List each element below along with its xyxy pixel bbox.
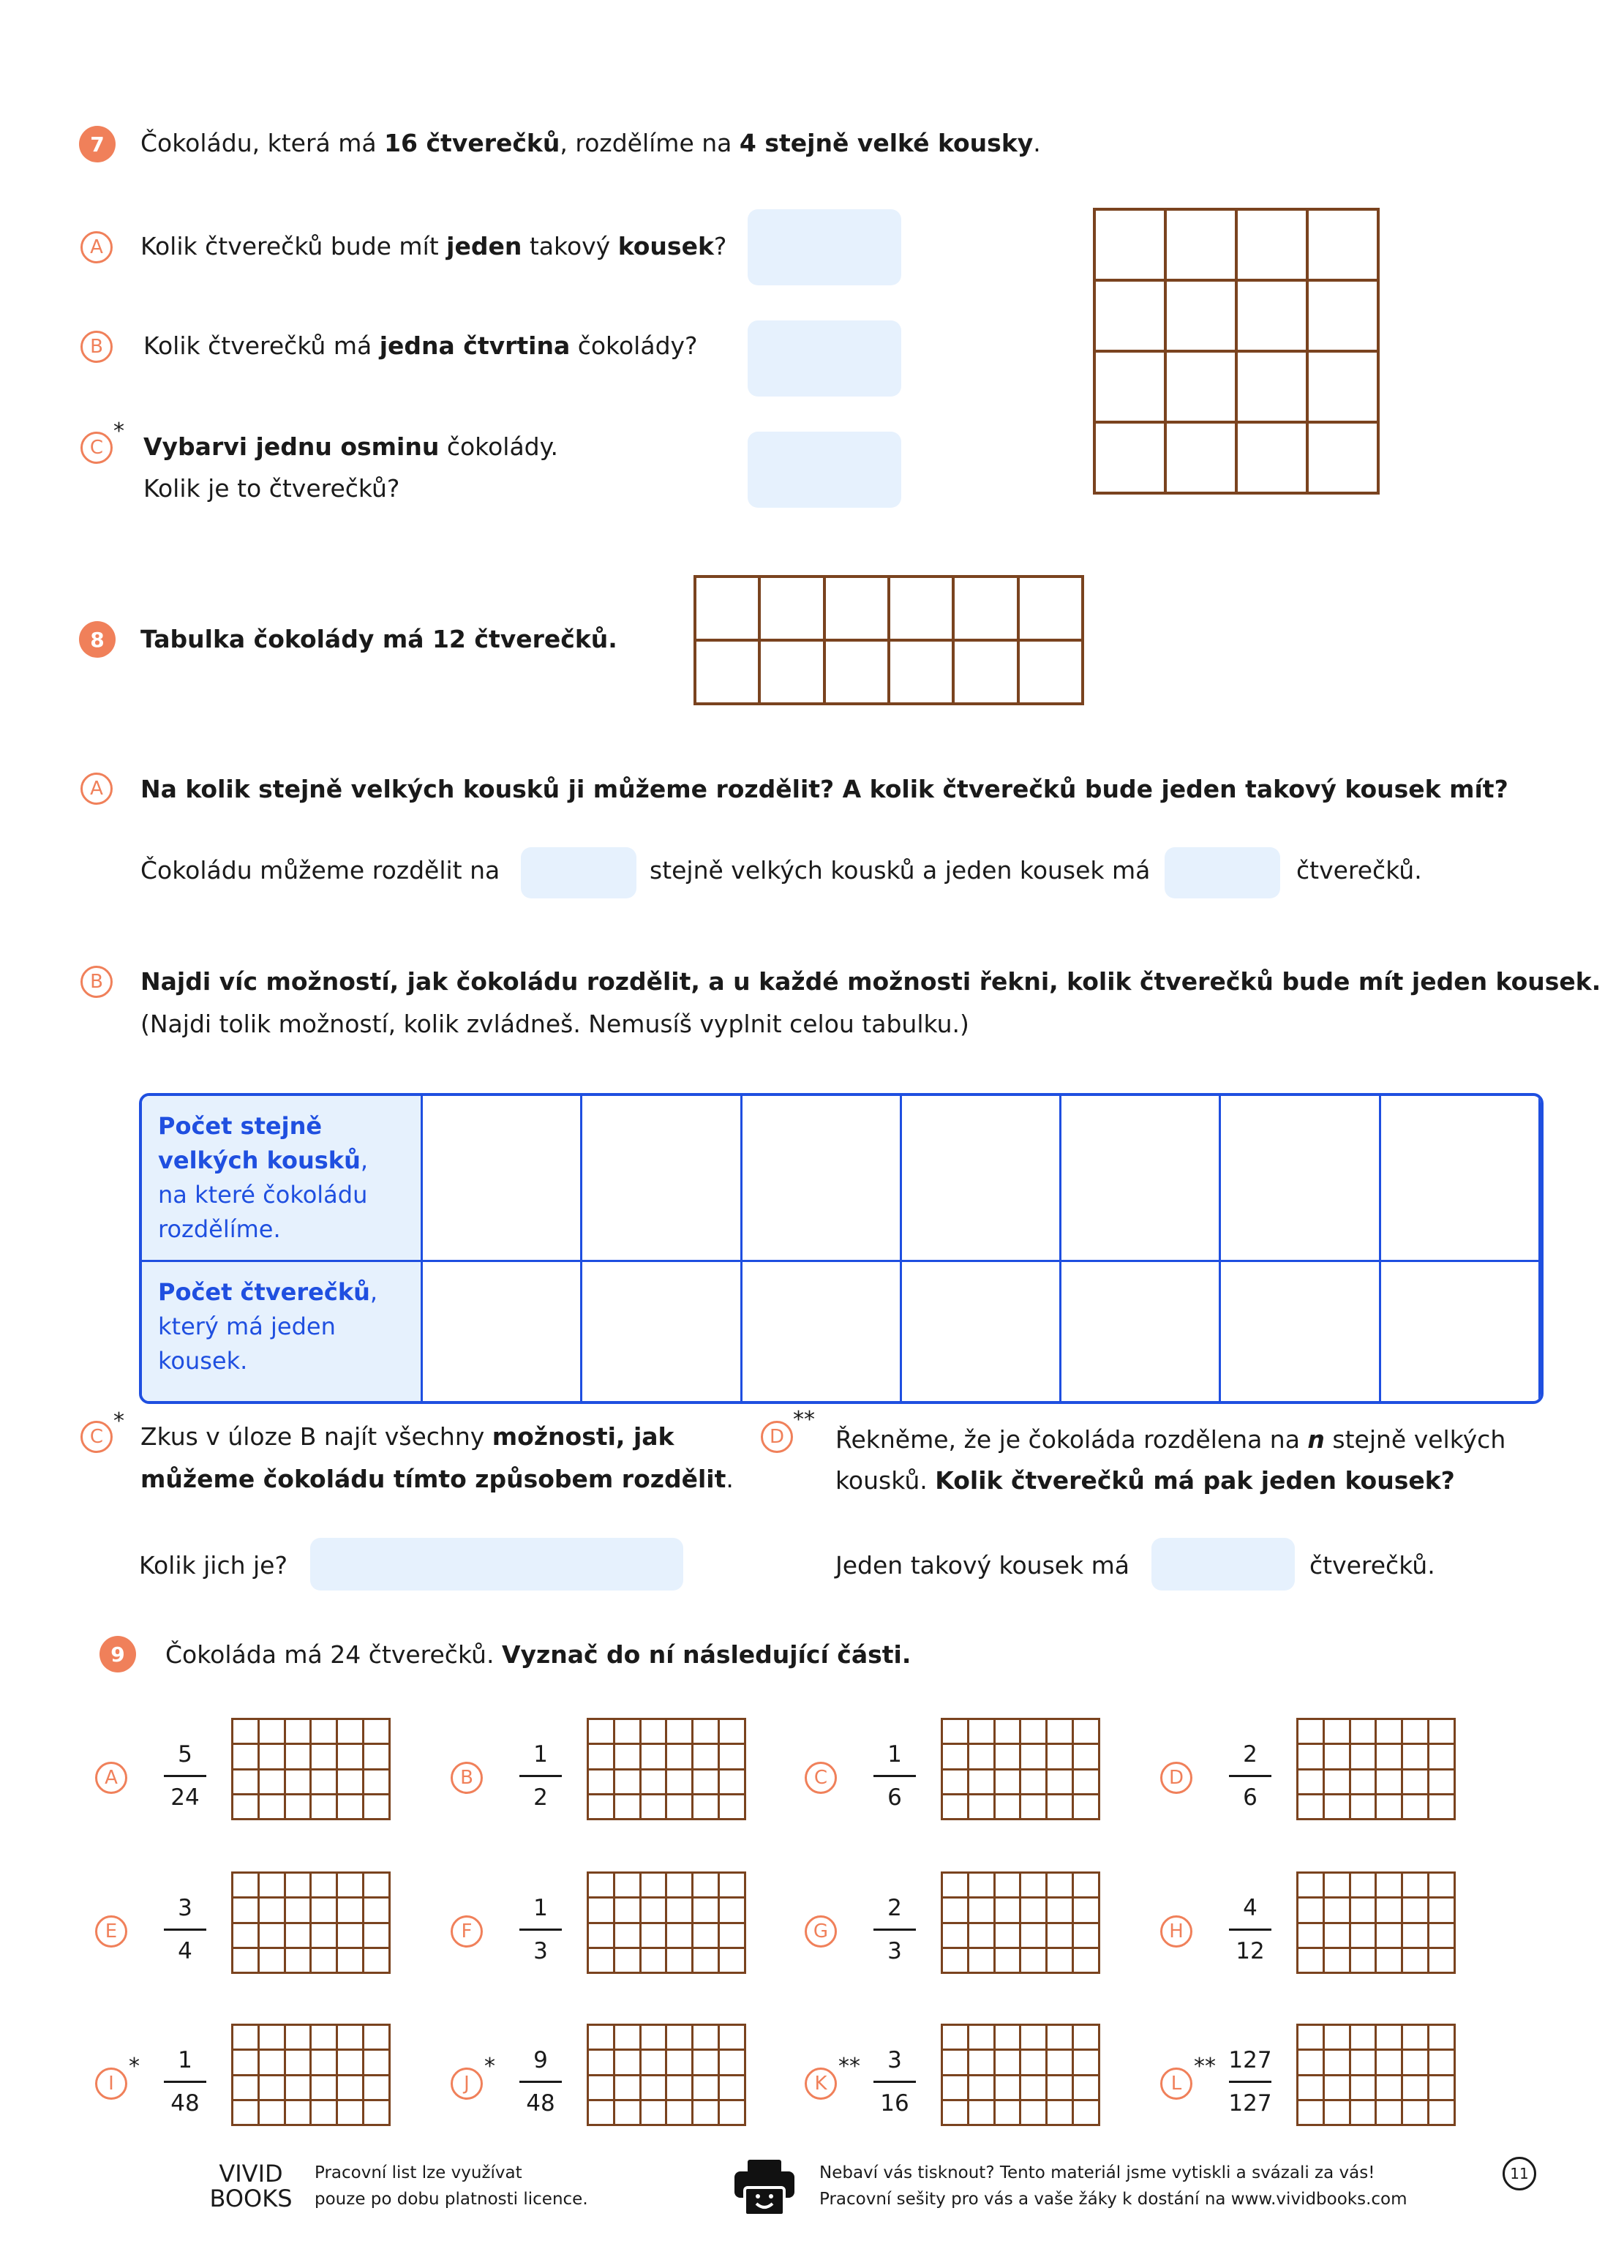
task8d-sentence-1: Jeden takový kousek má <box>835 1551 1130 1580</box>
task9-title: Čokoláda má 24 čtverečků. Vyznač do ní následující části. <box>165 1640 911 1669</box>
table-cell[interactable] <box>423 1096 582 1262</box>
subtask-letter: D <box>1160 1762 1192 1794</box>
fraction-numerator: 5 <box>178 1741 192 1768</box>
table-cell[interactable] <box>582 1262 742 1401</box>
subtask-letter: E <box>95 1915 127 1948</box>
subtask-letter: G <box>805 1915 837 1948</box>
fraction-bar <box>873 2081 916 2083</box>
table-cell[interactable] <box>1381 1262 1541 1401</box>
task8c-text-line2: můžeme čokoládu tímto způsobem rozdělit. <box>140 1465 734 1493</box>
subtask-letter: C <box>805 1762 837 1794</box>
difficulty-star: * <box>113 418 124 444</box>
fraction <box>159 1893 211 1966</box>
promo-line-2: Pracovní sešity pro vás a vaše žáky k dostání na www.vividbooks.com <box>819 2190 1407 2209</box>
division-table <box>139 1093 1544 1404</box>
fraction-numerator: 1 <box>887 1741 902 1768</box>
chocolate-grid-24[interactable] <box>231 1871 391 1974</box>
chocolate-grid-24[interactable] <box>941 1718 1100 1820</box>
task8d-text-line1: Řekněme, že je čokoláda rozdělena na n stejně velkých <box>835 1425 1506 1454</box>
table-cell[interactable] <box>582 1096 742 1262</box>
fraction-denominator: 16 <box>880 2090 909 2117</box>
difficulty-star: ** <box>793 1407 815 1432</box>
fraction-bar <box>519 1929 562 1931</box>
fraction-denominator: 24 <box>170 1784 200 1811</box>
table-cell[interactable] <box>1381 1096 1541 1262</box>
fraction-denominator: 2 <box>533 1784 548 1811</box>
fraction-bar <box>164 2081 206 2083</box>
fraction-numerator: 1 <box>533 1895 548 1921</box>
task8c-text-line1: Zkus v úloze B najít všechny možnosti, jak <box>140 1422 674 1451</box>
task8b-question: Najdi víc možností, jak čokoládu rozdělit, a u každé možnosti řekni, kolik čtverečků bude mít jeden kousek. <box>140 967 1601 996</box>
chocolate-grid-24[interactable] <box>941 1871 1100 1974</box>
fraction-denominator: 3 <box>887 1938 902 1964</box>
fraction <box>515 1740 566 1812</box>
task8b-note: (Najdi tolik možností, kolik zvládneš. Nemusíš vyplnit celou tabulku.) <box>140 1010 969 1038</box>
chocolate-grid-24[interactable] <box>587 2024 746 2126</box>
chocolate-grid-24[interactable] <box>231 1718 391 1820</box>
fraction-numerator: 2 <box>1243 1741 1258 1768</box>
subtask-letter: B <box>80 966 113 998</box>
table-cell[interactable] <box>423 1262 582 1401</box>
table-row-header: Počet stejně velkých kousků, na které čokoládu rozdělíme. <box>142 1096 423 1262</box>
fraction-bar <box>873 1929 916 1931</box>
task8a-sentence-2: stejně velkých kousků a jeden kousek má <box>650 856 1151 885</box>
fraction-bar <box>164 1929 206 1931</box>
table-cell[interactable] <box>1221 1262 1380 1401</box>
task7-intro: Čokoládu, která má 16 čtverečků, rozdělíme na 4 stejně velké kousky. <box>140 129 1041 157</box>
difficulty-star: * <box>129 2054 140 2079</box>
task-number-badge: 8 <box>79 621 116 658</box>
subtask-letter: H <box>1160 1915 1192 1948</box>
subtask-letter: A <box>95 1762 127 1794</box>
chocolate-grid-24[interactable] <box>1296 2024 1456 2126</box>
fraction <box>515 1893 566 1966</box>
subtask-letter: B <box>80 331 113 363</box>
fraction-denominator: 48 <box>170 2090 200 2117</box>
table-cell[interactable] <box>743 1262 902 1401</box>
fraction <box>1225 1893 1276 1966</box>
subtask-letter: C <box>80 1421 113 1453</box>
fraction <box>159 2046 211 2118</box>
task7c-question-line2: Kolik je to čtverečků? <box>143 474 400 503</box>
subtask-letter: L <box>1160 2068 1192 2100</box>
task8-title: Tabulka čokolády má 12 čtverečků. <box>140 625 617 653</box>
chocolate-grid-24[interactable] <box>1296 1718 1456 1820</box>
fraction-numerator: 1 <box>533 1741 548 1768</box>
chocolate-grid-12[interactable] <box>693 575 1084 705</box>
chocolate-grid-24[interactable] <box>1296 1871 1456 1974</box>
answer-box[interactable] <box>748 209 901 285</box>
fraction-bar <box>519 1775 562 1777</box>
difficulty-star: ** <box>838 2054 860 2079</box>
table-cell[interactable] <box>902 1262 1061 1401</box>
table-cell[interactable] <box>1221 1096 1380 1262</box>
task7b-question: Kolik čtverečků má jedna čtvrtina čokolády? <box>143 331 698 360</box>
fraction-numerator: 9 <box>533 2047 548 2073</box>
fraction-numerator: 1 <box>178 2047 192 2073</box>
fraction-numerator: 3 <box>887 2047 902 2073</box>
answer-box[interactable] <box>1165 847 1280 898</box>
answer-box[interactable] <box>521 847 636 898</box>
fraction-numerator: 2 <box>887 1895 902 1921</box>
task8a-sentence-1: Čokoládu můžeme rozdělit na <box>140 856 500 885</box>
task8a-question: Na kolik stejně velkých kousků ji můžeme rozdělit? A kolik čtverečků bude jeden takový kousek mít? <box>140 775 1508 803</box>
fraction-bar <box>164 1775 206 1777</box>
task7c-question: Vybarvi jednu osminu čokolády. <box>143 432 558 461</box>
chocolate-grid-24[interactable] <box>231 2024 391 2126</box>
subtask-letter: J <box>451 2068 483 2100</box>
fraction-bar <box>1229 1929 1271 1931</box>
chocolate-grid-24[interactable] <box>941 2024 1100 2126</box>
chocolate-grid-24[interactable] <box>587 1718 746 1820</box>
answer-box[interactable] <box>1151 1538 1295 1591</box>
answer-box[interactable] <box>310 1538 683 1591</box>
fraction <box>515 2046 566 2118</box>
vividbooks-logo <box>203 2161 298 2211</box>
table-row-header: Počet čtverečků, který má jeden kousek. <box>142 1262 423 1401</box>
task8d-sentence-2: čtverečků. <box>1309 1551 1435 1580</box>
fraction-denominator: 3 <box>533 1938 548 1964</box>
promo-line-1: Nebaví vás tisknout? Tento materiál jsme vytiskli a svázali za vás! <box>819 2163 1375 2182</box>
fraction-bar <box>1229 1775 1271 1777</box>
subtask-letter: F <box>451 1915 483 1948</box>
fraction-numerator: 127 <box>1228 2047 1272 2073</box>
fraction-bar <box>873 1775 916 1777</box>
subtask-letter: A <box>80 773 113 805</box>
subtask-letter: B <box>451 1762 483 1794</box>
fraction <box>869 2046 920 2118</box>
fraction-denominator: 12 <box>1236 1938 1265 1964</box>
chocolate-grid-24[interactable] <box>587 1871 746 1974</box>
printer-icon <box>732 2158 797 2217</box>
answer-box[interactable] <box>748 432 901 508</box>
fraction-denominator: 6 <box>887 1784 902 1811</box>
fraction-denominator: 6 <box>1243 1784 1258 1811</box>
task-number-badge: 7 <box>79 126 116 162</box>
fraction-numerator: 4 <box>1243 1895 1258 1921</box>
fraction-denominator: 4 <box>178 1938 192 1964</box>
task8d-text-line2: kousků. Kolik čtverečků má pak jeden kousek? <box>835 1466 1455 1495</box>
task8a-sentence-3: čtverečků. <box>1296 856 1422 885</box>
fraction-numerator: 3 <box>178 1895 192 1921</box>
subtask-letter: C <box>80 432 113 464</box>
table-cell[interactable] <box>1061 1262 1221 1401</box>
logo-line: BOOKS <box>209 2185 293 2212</box>
task8c-ask: Kolik jich je? <box>139 1551 287 1580</box>
subtask-letter: A <box>80 231 113 263</box>
difficulty-star: * <box>113 1408 124 1434</box>
page-number: 11 <box>1503 2157 1536 2190</box>
fraction <box>1225 2046 1276 2118</box>
subtask-letter: I <box>95 2068 127 2100</box>
subtask-letter: D <box>761 1421 793 1453</box>
difficulty-star: ** <box>1194 2054 1216 2079</box>
fraction <box>159 1740 211 1812</box>
fraction-denominator: 48 <box>526 2090 555 2117</box>
difficulty-star: * <box>484 2054 495 2079</box>
fraction <box>1225 1740 1276 1812</box>
task-number-badge: 9 <box>99 1636 136 1672</box>
fraction <box>869 1893 920 1966</box>
fraction-denominator: 127 <box>1228 2090 1272 2117</box>
license-line-2: pouze po dobu platnosti licence. <box>315 2190 588 2209</box>
fraction-bar <box>519 2081 562 2083</box>
task7a-question: Kolik čtverečků bude mít jeden takový kousek? <box>140 232 727 260</box>
subtask-letter: K <box>805 2068 837 2100</box>
answer-box[interactable] <box>748 320 901 397</box>
table-cell[interactable] <box>902 1096 1061 1262</box>
license-line-1: Pracovní list lze využívat <box>315 2163 522 2182</box>
table-cell[interactable] <box>1061 1096 1221 1262</box>
fraction <box>869 1740 920 1812</box>
logo-line: VIVID <box>219 2160 283 2188</box>
chocolate-grid-16[interactable] <box>1093 208 1380 495</box>
fraction-bar <box>1229 2081 1271 2083</box>
table-cell[interactable] <box>743 1096 902 1262</box>
